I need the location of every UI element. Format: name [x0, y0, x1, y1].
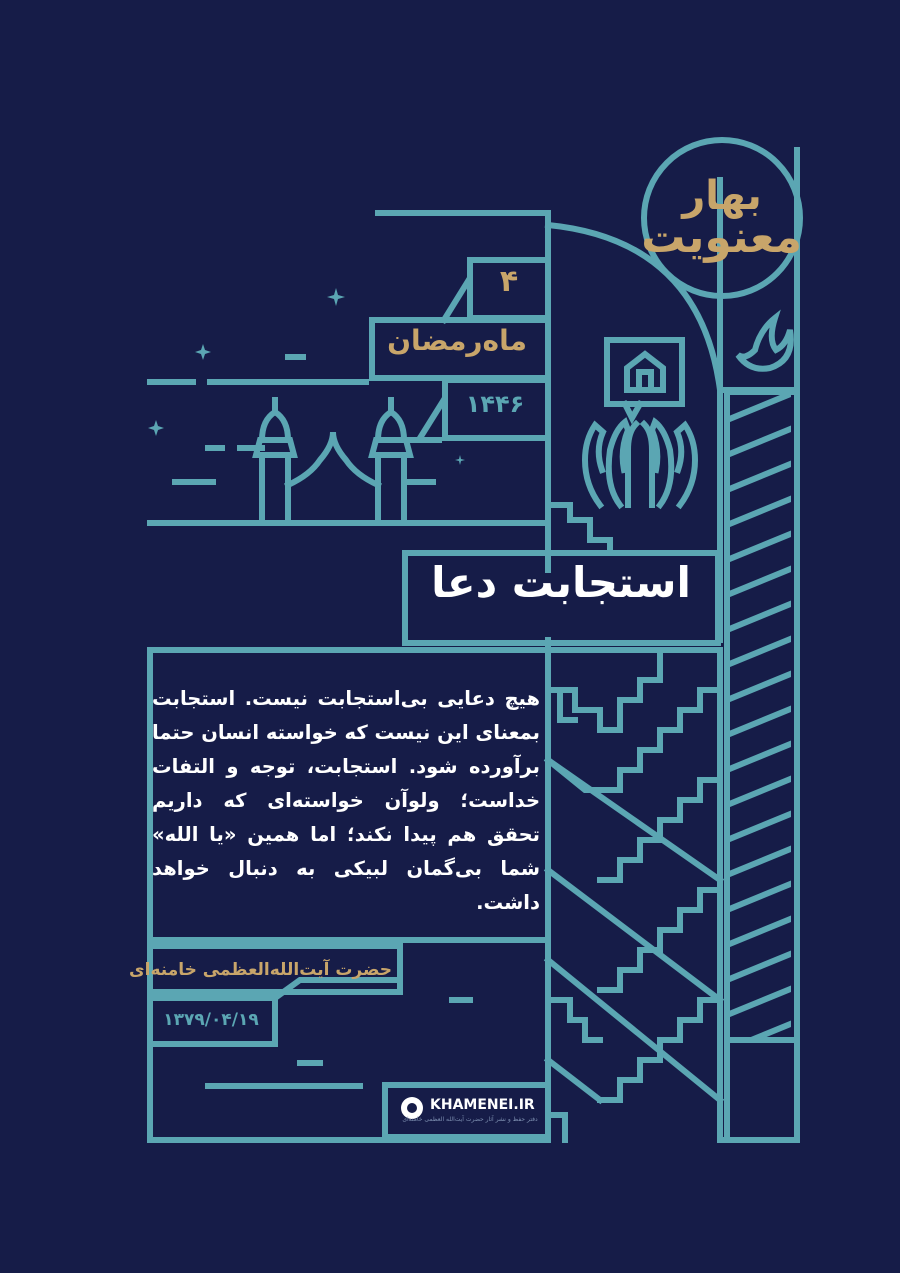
quote-date: ۱۳۷۹/۰۴/۱۹	[163, 1010, 259, 1030]
praying-hands-icon	[585, 340, 695, 505]
logo-line-2: معنویت	[641, 212, 802, 263]
brand-subtitle: دفتر حفظ و نشر آثار حضرت آیت‌الله العظمی خامنه‌ای	[402, 1116, 538, 1123]
flame-ornament	[738, 318, 791, 369]
stairs-lower	[548, 650, 720, 1140]
quote-author: حضرت آیت‌الله‌العظمی خامنه‌ای	[129, 960, 392, 980]
brand-name[interactable]: KHAMENEI.IR	[430, 1097, 535, 1113]
page-title: استجابت دعا	[431, 558, 691, 607]
logo-title	[642, 158, 802, 278]
month-name: ماه‌رمضان	[387, 324, 527, 357]
logo-line-1: بهار	[682, 173, 762, 219]
mosque-icon	[150, 400, 548, 523]
quote-text: هیچ دعایی بی‌استجابت نیست. استجابت بمعنای این نیست که خواسته انسان حتما برآورده شود. استجابت، توجه و التفات خداست؛ ولوآن خواسته‌ای که داریم تحقق هم پیدا نکند؛ اما همین «یا الله» شما بی‌گمان لبیکی به دنبال خواهد داشت.	[152, 687, 540, 914]
day-number: ۴	[499, 264, 519, 299]
hijri-year: ۱۴۴۶	[465, 390, 525, 418]
hatch-pattern	[727, 390, 800, 1050]
